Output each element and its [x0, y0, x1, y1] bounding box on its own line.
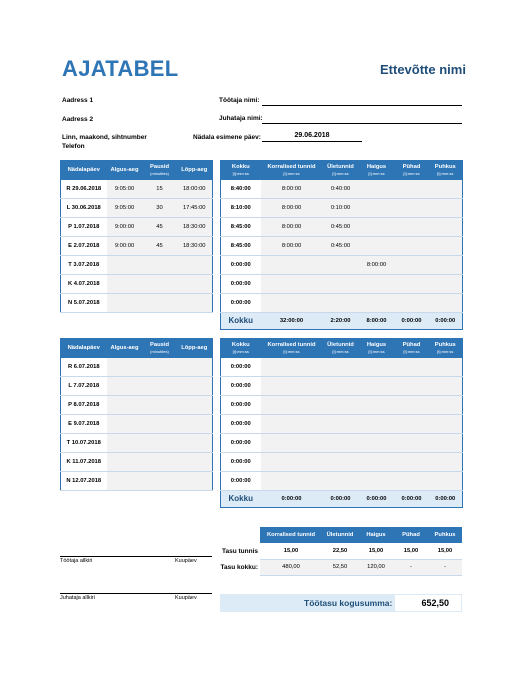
sick-hours-cell[interactable] [359, 377, 395, 396]
end-time-cell[interactable] [177, 396, 213, 415]
pay-rate-label: Tasu tunnis [222, 547, 258, 555]
regular-hours-cell[interactable] [261, 415, 323, 434]
start-time-cell[interactable] [107, 274, 143, 293]
total-hours-cell: 0:00:00 [221, 471, 261, 490]
regular-hours-cell[interactable] [261, 274, 323, 293]
week1-hours-header-col-3 [359, 160, 395, 180]
employee-name-label: Töötaja nimi: [219, 97, 260, 104]
column-title: Puhkus [434, 164, 456, 170]
vacation-hours-cell[interactable] [429, 237, 463, 256]
column-title: Puhkus [434, 342, 456, 348]
regular-total-cell: 32:00:00 [261, 312, 323, 329]
regular-hours-cell[interactable] [261, 358, 323, 377]
column-unit: [t]:mm:ss [368, 349, 385, 354]
breaks-cell[interactable] [143, 452, 177, 471]
regular-hours-cell[interactable] [261, 377, 323, 396]
week1-time-table [60, 160, 213, 313]
start-time-cell[interactable]: 9:05:00 [107, 199, 143, 218]
column-unit: [t]:mm:ss [232, 171, 249, 176]
week1-hours-header-col-1 [261, 160, 323, 180]
end-time-cell[interactable] [177, 415, 213, 434]
table-row [61, 377, 213, 396]
pay-header-row [220, 527, 462, 543]
pay-total-overtime: 52,50 [322, 559, 358, 575]
table-row [221, 452, 463, 471]
week2-time-header-col-3 [177, 338, 213, 358]
column-title: Haigus [366, 164, 387, 170]
column-unit: [t]:mm:ss [368, 171, 385, 176]
overtime-hours-cell[interactable]: 0:45:00 [323, 237, 359, 256]
city-line: Linn, maakond, sihtnumber [62, 134, 147, 141]
regular-hours-cell[interactable] [261, 434, 323, 453]
holiday-hours-cell[interactable] [395, 180, 429, 199]
column-title: Haigus [366, 342, 387, 348]
total-hours-cell: 0:00:00 [221, 358, 261, 377]
holiday-hours-cell[interactable] [395, 237, 429, 256]
column-unit: [t]:mm:ss [232, 349, 249, 354]
day-cell: T 3.07.2018 [61, 256, 107, 275]
table-row [221, 218, 463, 237]
column-unit: [t]:mm:ss [332, 349, 349, 354]
employee-date-label: Kuupäev [175, 558, 197, 564]
sick-hours-cell[interactable]: 8:00:00 [359, 256, 395, 275]
table-row [221, 256, 463, 275]
table-row [221, 415, 463, 434]
column-title: Algus-aeg [110, 344, 139, 351]
breaks-cell[interactable] [143, 434, 177, 453]
sick-hours-cell[interactable] [359, 434, 395, 453]
sick-hours-cell[interactable] [359, 293, 395, 312]
overtime-hours-cell[interactable] [323, 452, 359, 471]
total-hours-cell: 0:00:00 [221, 434, 261, 453]
grand-total-bar [220, 594, 462, 612]
sick-hours-cell[interactable] [359, 415, 395, 434]
total-hours-cell: 0:00:00 [221, 256, 261, 275]
column-unit: [t]:mm:ss [437, 171, 454, 176]
day-cell: L 30.06.2018 [61, 199, 107, 218]
table-row [221, 471, 463, 490]
total-hours-cell: 0:00:00 [221, 274, 261, 293]
table-row [221, 377, 463, 396]
week2-time-table [60, 338, 213, 491]
table-row [221, 358, 463, 377]
table-row [61, 471, 213, 490]
column-unit: [t]:mm:ss [437, 349, 454, 354]
holiday-hours-cell[interactable] [395, 452, 429, 471]
pay-header-holiday: Pühad [394, 527, 428, 543]
end-time-cell[interactable] [177, 274, 213, 293]
end-time-cell[interactable] [177, 358, 213, 377]
table-row [61, 415, 213, 434]
week2-hours-table [220, 338, 463, 508]
week1-time-header-col-2 [143, 160, 177, 180]
sick-hours-cell[interactable] [359, 471, 395, 490]
grand-total-value: 652,50 [394, 594, 462, 612]
column-unit: (minutites) [150, 349, 169, 354]
week2-hours-header-col-3 [359, 338, 395, 358]
table-row [61, 274, 213, 293]
vacation-hours-cell[interactable] [429, 377, 463, 396]
column-title: Ületunnid [327, 164, 354, 170]
total-hours-cell: 0:00:00 [221, 396, 261, 415]
column-title: Korralised tunnid [267, 342, 316, 348]
end-time-cell[interactable]: 18:30:00 [177, 237, 213, 256]
week1-hours-header [221, 160, 463, 180]
sick-total-cell: 0:00:00 [359, 490, 395, 507]
breaks-cell[interactable] [143, 293, 177, 312]
column-title: Korralised tunnid [267, 164, 316, 170]
holiday-hours-cell[interactable] [395, 396, 429, 415]
address-2: Aadress 2 [62, 116, 94, 123]
pay-table [220, 527, 462, 576]
vacation-hours-cell[interactable] [429, 415, 463, 434]
manager-date-label: Kuupäev [175, 595, 197, 601]
column-title: Algus-aeg [110, 166, 139, 173]
pay-rate-holiday[interactable]: 15,00 [394, 543, 428, 559]
employee-name-field[interactable] [262, 96, 462, 106]
column-unit: (minutites) [150, 171, 169, 176]
pay-header-vacation: Puhkus [428, 527, 462, 543]
regular-hours-cell[interactable] [261, 471, 323, 490]
sick-hours-cell[interactable] [359, 218, 395, 237]
breaks-cell[interactable]: 45 [143, 218, 177, 237]
week1-time-header-col-3 [177, 160, 213, 180]
totals-row [221, 312, 463, 329]
manager-name-field[interactable] [262, 114, 462, 124]
breaks-cell[interactable] [143, 358, 177, 377]
holiday-hours-cell[interactable] [395, 358, 429, 377]
overtime-hours-cell[interactable] [323, 471, 359, 490]
pay-header-sick: Haigus [358, 527, 394, 543]
grand-total-label: Töötasu kogusumma: [304, 598, 393, 608]
table-row [61, 180, 213, 199]
table-row [61, 396, 213, 415]
day-cell: E 2.07.2018 [61, 237, 107, 256]
column-unit: [t]:mm:ss [283, 349, 300, 354]
overtime-hours-cell[interactable] [323, 274, 359, 293]
regular-hours-cell[interactable] [261, 452, 323, 471]
week1-time-body [61, 180, 213, 312]
start-time-cell[interactable] [107, 293, 143, 312]
vacation-hours-cell[interactable] [429, 180, 463, 199]
table-row [221, 434, 463, 453]
end-time-cell[interactable] [177, 471, 213, 490]
vacation-hours-cell[interactable] [429, 452, 463, 471]
pay-total-vacation: - [428, 559, 462, 575]
manager-name-label: Juhataja nimi: [219, 115, 263, 122]
end-time-cell[interactable]: 18:00:00 [177, 180, 213, 199]
day-cell: P 8.07.2018 [61, 396, 107, 415]
week1-hours-header-col-5 [429, 160, 463, 180]
week-start-field[interactable]: 29.06.2018 [262, 132, 362, 142]
day-cell: K 11.07.2018 [61, 452, 107, 471]
column-unit: [t]:mm:ss [403, 349, 420, 354]
table-row [61, 293, 213, 312]
end-time-cell[interactable] [177, 452, 213, 471]
sick-hours-cell[interactable] [359, 180, 395, 199]
employee-signature-label: Töötaja allkiri [60, 558, 93, 564]
week1-time-header [61, 160, 213, 180]
holiday-hours-cell[interactable] [395, 274, 429, 293]
overtime-hours-cell[interactable]: 0:45:00 [323, 218, 359, 237]
pay-total-regular: 480,00 [260, 559, 322, 575]
pay-rate-overtime[interactable]: 22,50 [322, 543, 358, 559]
total-hours-cell: 0:00:00 [221, 415, 261, 434]
pay-rate-sick[interactable]: 15,00 [358, 543, 394, 559]
table-row [221, 180, 463, 199]
column-title: Pühad [402, 342, 421, 348]
vacation-hours-cell[interactable] [429, 293, 463, 312]
sick-hours-cell[interactable] [359, 452, 395, 471]
column-title: Pausid [149, 342, 169, 348]
breaks-cell[interactable]: 15 [143, 180, 177, 199]
week2-hours-header-col-4 [395, 338, 429, 358]
sick-total-cell: 8:00:00 [359, 312, 395, 329]
pay-rate-vacation[interactable]: 15,00 [428, 543, 462, 559]
column-unit: [t]:mm:ss [332, 171, 349, 176]
regular-hours-cell[interactable] [261, 256, 323, 275]
overtime-hours-cell[interactable] [323, 377, 359, 396]
pay-total-sick: 120,00 [358, 559, 394, 575]
week2-hours-header-col-1 [261, 338, 323, 358]
column-title: Lõpp-aeg [181, 166, 208, 173]
sick-hours-cell[interactable] [359, 237, 395, 256]
vacation-hours-cell[interactable] [429, 199, 463, 218]
holiday-hours-cell[interactable] [395, 434, 429, 453]
overtime-total-cell: 0:00:00 [323, 490, 359, 507]
sick-hours-cell[interactable] [359, 396, 395, 415]
start-time-cell[interactable]: 9:00:00 [107, 218, 143, 237]
column-title: Pausid [149, 164, 169, 170]
week2-hours-header-col-0 [221, 338, 261, 358]
holiday-hours-cell[interactable] [395, 415, 429, 434]
holiday-hours-cell[interactable] [395, 471, 429, 490]
column-title: Lõpp-aeg [181, 344, 208, 351]
pay-rate-row [220, 543, 462, 559]
overtime-total-cell: 2:20:00 [323, 312, 359, 329]
column-title: Nädalapäev [67, 166, 100, 173]
week2-hours-header [221, 338, 463, 358]
table-row [221, 293, 463, 312]
week2-hours-header-col-5 [429, 338, 463, 358]
start-time-cell[interactable] [107, 256, 143, 275]
week1-time-header-col-0 [61, 160, 107, 180]
pay-header-overtime: Ületunnid [322, 527, 358, 543]
column-unit: [t]:mm:ss [403, 171, 420, 176]
vacation-hours-cell[interactable] [429, 256, 463, 275]
breaks-cell[interactable] [143, 274, 177, 293]
pay-total-row [220, 559, 462, 575]
vacation-hours-cell[interactable] [429, 218, 463, 237]
start-time-cell[interactable]: 9:00:00 [107, 237, 143, 256]
column-title: Ületunnid [327, 342, 354, 348]
breaks-cell[interactable]: 30 [143, 199, 177, 218]
breaks-cell[interactable]: 45 [143, 237, 177, 256]
table-row [61, 199, 213, 218]
holiday-total-cell: 0:00:00 [395, 312, 429, 329]
week2-hours-body [221, 358, 463, 507]
breaks-cell[interactable] [143, 377, 177, 396]
totals-row [221, 490, 463, 507]
regular-hours-cell[interactable] [261, 396, 323, 415]
column-title: Kokku [231, 164, 250, 170]
day-cell: L 7.07.2018 [61, 377, 107, 396]
week1-hours-header-col-0 [221, 160, 261, 180]
total-hours-cell: 0:00:00 [221, 377, 261, 396]
table-row [221, 199, 463, 218]
pay-header-regular: Korralised tunnid [260, 527, 322, 543]
totals-label: Kokku [221, 312, 261, 329]
week2-time-header-col-2 [143, 338, 177, 358]
breaks-cell[interactable] [143, 415, 177, 434]
day-cell: R 6.07.2018 [61, 358, 107, 377]
regular-hours-cell[interactable]: 8:00:00 [261, 218, 323, 237]
week2-time-header-col-1 [107, 338, 143, 358]
end-time-cell[interactable] [177, 256, 213, 275]
overtime-hours-cell[interactable]: 0:40:00 [323, 180, 359, 199]
address-1: Aadress 1 [62, 97, 94, 104]
week1-hours-header-col-4 [395, 160, 429, 180]
week2-time-header [61, 338, 213, 358]
table-row [61, 358, 213, 377]
week-start-label: Nädala esimene päev: [193, 134, 261, 141]
overtime-hours-cell[interactable] [323, 358, 359, 377]
vacation-hours-cell[interactable] [429, 396, 463, 415]
pay-rate-regular[interactable]: 15,00 [260, 543, 322, 559]
total-hours-cell: 8:45:00 [221, 218, 261, 237]
regular-hours-cell[interactable] [261, 293, 323, 312]
total-hours-cell: 8:45:00 [221, 237, 261, 256]
sick-hours-cell[interactable] [359, 274, 395, 293]
vacation-hours-cell[interactable] [429, 358, 463, 377]
column-title: Pühad [402, 164, 421, 170]
breaks-cell[interactable] [143, 256, 177, 275]
overtime-hours-cell[interactable] [323, 256, 359, 275]
vacation-hours-cell[interactable] [429, 471, 463, 490]
overtime-hours-cell[interactable]: 0:10:00 [323, 199, 359, 218]
start-time-cell[interactable] [107, 471, 143, 490]
end-time-cell[interactable]: 18:30:00 [177, 218, 213, 237]
week2-time-header-col-0 [61, 338, 107, 358]
start-time-cell[interactable] [107, 434, 143, 453]
week1-hours-body [221, 180, 463, 329]
table-row [61, 237, 213, 256]
start-time-cell[interactable] [107, 452, 143, 471]
pay-total-holiday: - [394, 559, 428, 575]
day-cell: N 12.07.2018 [61, 471, 107, 490]
table-row [221, 237, 463, 256]
regular-hours-cell[interactable]: 8:00:00 [261, 237, 323, 256]
start-time-cell[interactable] [107, 377, 143, 396]
total-hours-cell: 8:10:00 [221, 199, 261, 218]
employee-signature-line[interactable] [60, 556, 212, 557]
phone-line: Telefon [62, 143, 85, 150]
week1-hours-table [220, 160, 463, 330]
table-row [221, 396, 463, 415]
totals-label: Kokku [221, 490, 261, 507]
week1-hours-header-col-2 [323, 160, 359, 180]
start-time-cell[interactable] [107, 415, 143, 434]
sick-hours-cell[interactable] [359, 199, 395, 218]
end-time-cell[interactable] [177, 377, 213, 396]
regular-total-cell: 0:00:00 [261, 490, 323, 507]
regular-hours-cell[interactable]: 8:00:00 [261, 199, 323, 218]
overtime-hours-cell[interactable] [323, 293, 359, 312]
day-cell: R 29.06.2018 [61, 180, 107, 199]
week2-hours-header-col-2 [323, 338, 359, 358]
holiday-hours-cell[interactable] [395, 199, 429, 218]
end-time-cell[interactable]: 17:45:00 [177, 199, 213, 218]
vacation-total-cell: 0:00:00 [429, 490, 463, 507]
regular-hours-cell[interactable]: 8:00:00 [261, 180, 323, 199]
holiday-hours-cell[interactable] [395, 218, 429, 237]
column-title: Nädalapäev [67, 344, 100, 351]
holiday-total-cell: 0:00:00 [395, 490, 429, 507]
day-cell: E 9.07.2018 [61, 415, 107, 434]
overtime-hours-cell[interactable] [323, 396, 359, 415]
column-title: Kokku [231, 342, 250, 348]
table-row [61, 434, 213, 453]
week2-time-body [61, 358, 213, 490]
day-cell: N 5.07.2018 [61, 293, 107, 312]
total-hours-cell: 0:00:00 [221, 293, 261, 312]
day-cell: K 4.07.2018 [61, 274, 107, 293]
overtime-hours-cell[interactable] [323, 434, 359, 453]
total-hours-cell: 0:00:00 [221, 452, 261, 471]
holiday-hours-cell[interactable] [395, 256, 429, 275]
breaks-cell[interactable] [143, 396, 177, 415]
manager-signature-line[interactable] [60, 593, 212, 594]
end-time-cell[interactable] [177, 293, 213, 312]
holiday-hours-cell[interactable] [395, 293, 429, 312]
day-cell: T 10.07.2018 [61, 434, 107, 453]
page-title: AJATABEL [62, 56, 179, 81]
sick-hours-cell[interactable] [359, 358, 395, 377]
table-row [61, 452, 213, 471]
table-row [61, 256, 213, 275]
breaks-cell[interactable] [143, 471, 177, 490]
table-row [221, 274, 463, 293]
vacation-hours-cell[interactable] [429, 274, 463, 293]
manager-signature-label: Juhataja allkiri [60, 595, 95, 601]
total-hours-cell: 8:40:00 [221, 180, 261, 199]
start-time-cell[interactable]: 9:05:00 [107, 180, 143, 199]
vacation-total-cell: 0:00:00 [429, 312, 463, 329]
end-time-cell[interactable] [177, 434, 213, 453]
table-row [61, 218, 213, 237]
vacation-hours-cell[interactable] [429, 434, 463, 453]
column-unit: [t]:mm:ss [283, 171, 300, 176]
week1-time-header-col-1 [107, 160, 143, 180]
overtime-hours-cell[interactable] [323, 415, 359, 434]
company-name: Ettevõtte nimi [380, 62, 466, 77]
start-time-cell[interactable] [107, 396, 143, 415]
holiday-hours-cell[interactable] [395, 377, 429, 396]
day-cell: P 1.07.2018 [61, 218, 107, 237]
start-time-cell[interactable] [107, 358, 143, 377]
pay-total-label: Tasu kokku: [220, 563, 258, 571]
